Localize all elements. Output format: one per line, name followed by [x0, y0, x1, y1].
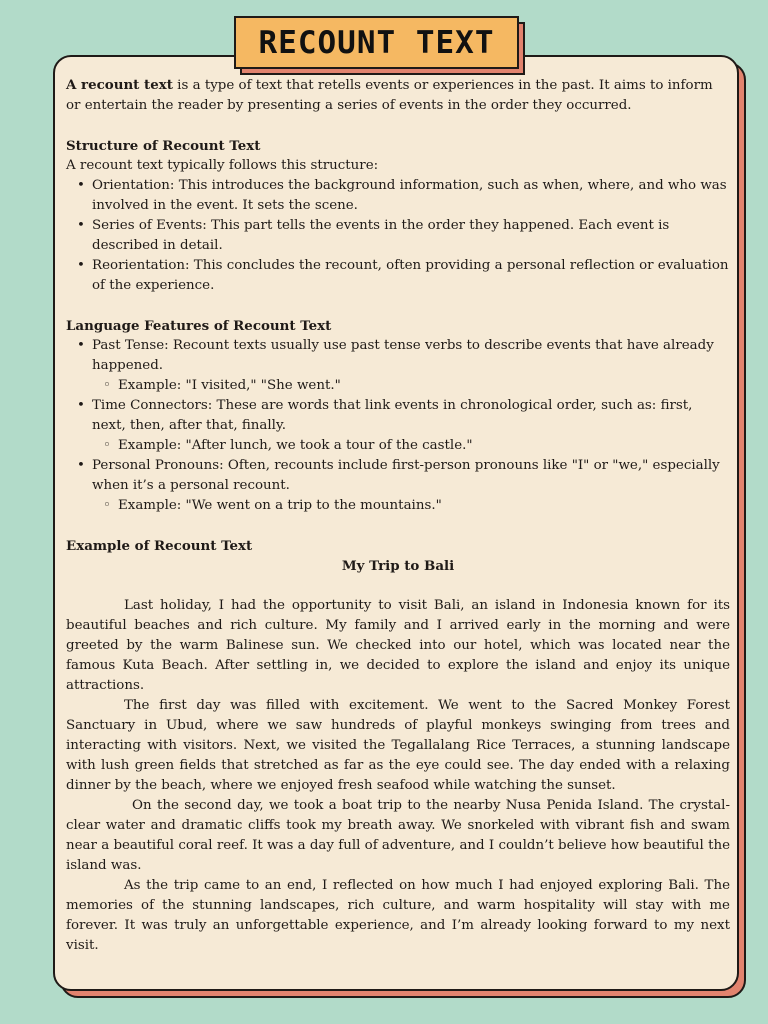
structure-list: [66, 176, 730, 296]
story-paragraph: Last holiday, I had the opportunity to visit Bali, an island in Indonesia known for its beautiful beaches and rich culture. My family and I arrived early in the morning and were greeted by the warm Balinese sun. We checked into our hotel, which was located near the famous Kuta Beach. After settling in, we decided to explore the island and enjoy its unique attractions.: [66, 598, 730, 693]
list-item: [66, 396, 730, 456]
structure-lead: A recount text typically follows this structure:: [66, 158, 379, 173]
feature-text: Personal Pronouns: Often, recounts include first-person pronouns like "I" or "we," especially when it’s a personal recount.: [92, 458, 720, 493]
features-heading: Language Features of Recount Text: [66, 318, 332, 334]
example-sublist: [92, 496, 730, 516]
story-paragraph: The first day was filled with excitement. We went to the Sacred Monkey Forest Sanctuary in Ubud, where we saw hundreds of playful monkeys swinging from trees and interacting with visitors. Next, we visited the Tegallalang Rice Terraces, a stunning landscape with lush green fields that stretched as far as the eye could see. The day ended with a relaxing dinner by the beach, where we enjoyed fresh seafood while watching the sunset.: [66, 698, 730, 793]
list-item: • Orientation: This introduces the background information, such as when, where, and who was involved in the event. It sets the scene.: [66, 176, 730, 216]
example-sublist: [92, 376, 730, 396]
example-item: ◦ Example: "We went on a trip to the mountains.": [92, 496, 730, 516]
example-sublist: [92, 436, 730, 456]
page-title: RECOUNT TEXT: [258, 24, 495, 61]
story-title: My Trip to Bali: [341, 558, 455, 574]
list-item: [66, 336, 730, 396]
story-paragraph: On the second day, we took a boat trip to the nearby Nusa Penida Island. The crystal-clear water and dramatic cliffs took my breath away. We snorkeled with vibrant fish and swam near a beautiful coral reef. It was a day full of adventure, and I couldn’t believe how beautiful the island was.: [66, 798, 730, 873]
feature-text: Time Connectors: These are words that link events in chronological order, such as: first, next, then, after that, finally.: [92, 398, 693, 433]
title-banner: [234, 16, 519, 69]
list-item: • Series of Events: This part tells the events in the order they happened. Each event is described in detail.: [66, 216, 730, 256]
example-item: ◦ Example: "After lunch, we took a tour of the castle.": [92, 436, 730, 456]
features-list: [66, 336, 730, 516]
spacer: [66, 296, 730, 316]
structure-heading: Structure of Recount Text: [66, 138, 261, 154]
spacer: [66, 576, 730, 596]
spacer: [66, 516, 730, 536]
document-body: [66, 75, 730, 956]
intro-bold-term: A recount text: [66, 77, 173, 93]
list-item: • Reorientation: This concludes the recount, often providing a personal reflection or evaluation of the experience.: [66, 256, 730, 296]
spacer: [66, 116, 730, 136]
example-heading: Example of Recount Text: [66, 538, 253, 554]
example-item: ◦ Example: "I visited," "She went.": [92, 376, 730, 396]
intro-paragraph: [66, 75, 730, 116]
feature-text: Past Tense: Recount texts usually use past tense verbs to describe events that have already happened.: [92, 338, 714, 373]
story-paragraph: As the trip came to an end, I reflected on how much I had enjoyed exploring Bali. The memories of the stunning landscapes, rich culture, and warm hospitality will stay with me forever. It was truly an unforgettable experience, and I’m already looking forward to my next visit.: [66, 878, 730, 953]
intro-text: is a type of text that retells events or experiences in the past. It aims to inform or entertain the reader by presenting a series of events in the order they occurred.: [66, 78, 713, 113]
list-item: [66, 456, 730, 516]
